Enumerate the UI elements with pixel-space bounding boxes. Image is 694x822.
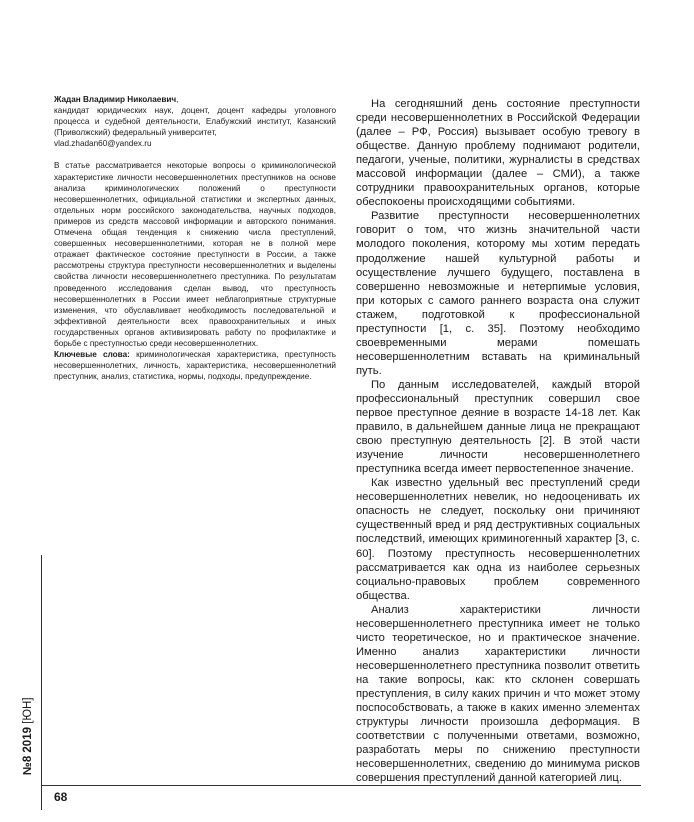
author-affiliation: кандидат юридических наук, доцент, доцент кафедры уголовного процесса и судебной деятельности, Елабужский институт, Казанский (Приволжский) федеральный университет,: [54, 106, 336, 138]
body-paragraph: Как известно удельный вес преступлений среди несовершеннолетних невелик, но недооценивать их опасность не следует, поскольку они причиняют существенный вред и ряд деструктивных социальных последствий, имеющих криминогенный характер [3, с. 60]. Поэтому преступность несовершеннолетних рассматривается как одна из наиболее серьезных социально-правовых проблем современного общества.: [356, 477, 640, 602]
keywords-label: Ключевые слова:: [54, 350, 130, 360]
article-meta-column: [54, 94, 336, 382]
issue-number: №8 2019: [22, 727, 34, 775]
article-body-column: [356, 97, 640, 785]
journal-tag: [ЮН]: [22, 697, 34, 724]
body-paragraph: Анализ характеристики личности несовершеннолетнего преступника имеет не только чисто теоретическое, но и практическое значение. Именно анализ характеристики личности несовершеннолетнего преступника позволит ответить на такие вопросы, как: кто склонен совершать преступления, в силу каких причин и что может этому поспособствовать, а также в каких именно элементах структуры личности произошла деформация. В соответствии с полученными ответами, возможно, разработать меры по снижению преступности несовершеннолетних, сведению до минимума рисков совершения преступлений данной категорией лиц.: [356, 603, 640, 785]
author-email: vlad.zhadan60@yandex.ru: [54, 139, 152, 149]
author-name-suffix: ,: [176, 95, 179, 104]
body-paragraph: На сегодняшний день состояние преступности среди несовершеннолетних в Российской Федерации (далее – РФ, Россия) вызывает особую тревогу в обществе. Данную проблему поднимают родители, педагоги, ученые, политики, журналисты в средствах массовой информации (далее – СМИ), а также сотрудники правоохранительных органов, которые обеспокоены происходящими событиями.: [356, 98, 640, 209]
footer-rule: [41, 785, 641, 786]
abstract: В статье рассматривается некоторые вопросы о криминологической характеристике личности несовершеннолетних преступников на основе анализа криминологических положений о преступности несовершеннолетних, официальной статистики и экспертных данных, отдельных норм российского законодательства, научных подходов, примеров из средств массовой информации и авторского понимания. Отмечена общая тенденция к снижению числа преступлений, совершенных несовершеннолетними, которая не в полной мере отражает фактическое состояние преступности в России, а также рассмотрены структура преступности несовершеннолетних и выделены свойства личности несовершеннолетнего преступника. По результатам проведенного исследования сделан вывод, что преступность несовершеннолетних в России имеет неблагоприятные структурные изменения, что обуславливает необходимость последовательной и эффективной деятельности всех правоохранительных и иных государственных органов активизировать работу по профилактике и борьбе с преступностью среди несовершеннолетних.: [54, 161, 336, 348]
body-paragraph: Развитие преступности несовершеннолетних говорит о том, что жизнь значительной части молодого поколения, которому мы хотим передать продолжение нашей культурной работы и осуществление лучшего будущего, поставлена в совершенно невозможные и нетерпимые условия, при которых с самого раннего возраста она служит стажем, подготовкой к профессиональной преступности [1, с. 35]. Поэтому необходимо своевременными мерами помешать несовершеннолетним вставать на криминальный путь.: [356, 210, 640, 377]
author-block: [54, 94, 336, 105]
issue-label: [22, 697, 34, 775]
page-number: 68: [54, 790, 68, 804]
keywords: [54, 349, 336, 382]
body-paragraph: По данным исследователей, каждый второй профессиональный преступник совершил свое первое преступное деяние в возрасте 14-18 лет. Как правило, в дальнейшем данные лица не прекращают свою преступную деятельность [2]. В этой части изучение личности несовершеннолетнего преступника всегда имеет первостепенное значение.: [356, 378, 640, 476]
author-name: Жадан Владимир Николаевич: [54, 95, 177, 104]
margin-rule-vertical: [41, 555, 42, 810]
spacer: [54, 149, 336, 160]
keywords-text: криминологическая характеристика, преступность несовершеннолетних, личность, характеристика, несовершеннолетний преступник, анализ, статистика, нормы, подходы, предупреждение.: [54, 350, 336, 382]
